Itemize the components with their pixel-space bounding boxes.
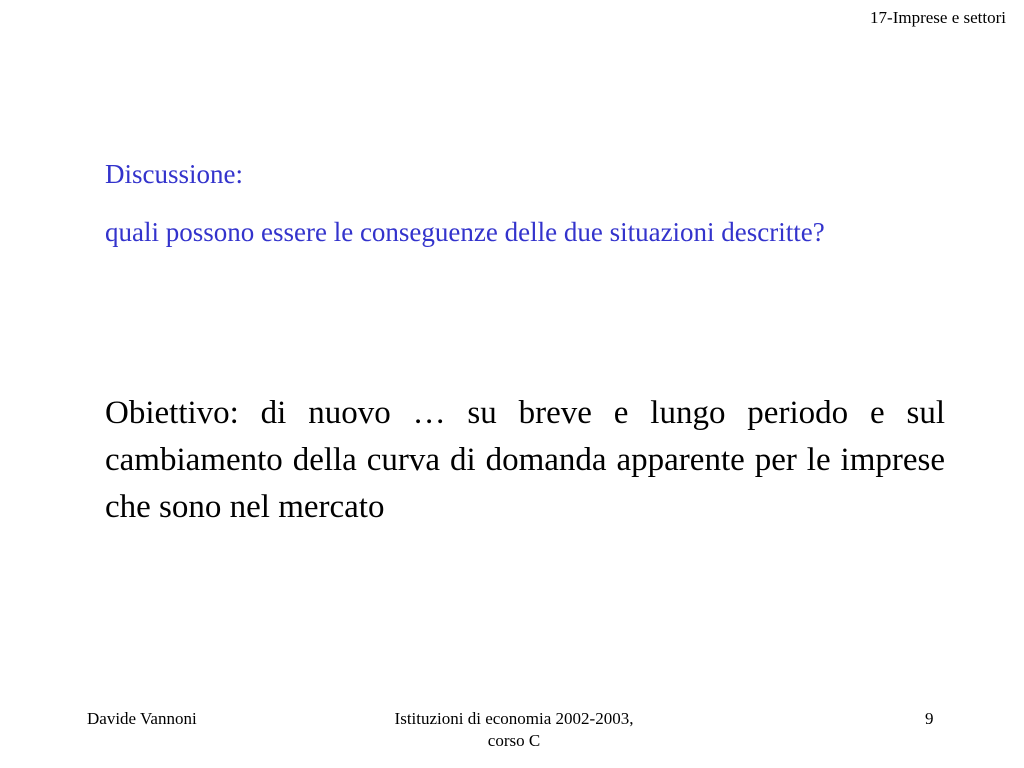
objective-paragraph: Obiettivo: di nuovo … su breve e lungo periodo e sul cambiamento della curva di domanda apparente per le imprese che sono nel mercato (105, 395, 945, 525)
footer-course-line-1: Istituzioni di economia 2002-2003, (394, 709, 634, 728)
footer-course-line-2: corso C (487, 731, 541, 750)
footer-page-number: 9 (925, 709, 934, 728)
footer-author: Davide Vannoni (87, 709, 197, 728)
discussion-block (105, 155, 905, 251)
discussion-title: Discussione: (105, 159, 243, 189)
footer-course (364, 708, 664, 752)
slide-header-label: 17-Imprese e settori (870, 8, 1006, 27)
discussion-question: quali possono essere le conseguenze delle due situazioni descritte? (105, 217, 825, 247)
